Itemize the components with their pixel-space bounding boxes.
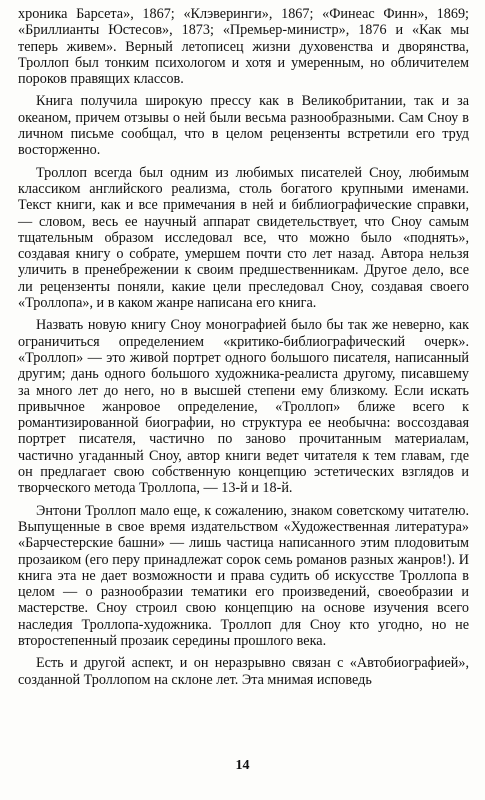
paragraph-soviet-reader: Энтони Троллоп мало еще, к сожалению, знаком советскому читателю. Выпущенные в свое время издательством «Художественная литература» «Барчестерские башни» — лишь частица написанного этим плодовитым прозаиком (его перу принадлежат сорок семь романов разных жанров!). И книга эта не дает возможности и права судить об искусстве Троллопа в целом — о разнообразии тематики его произведений, своеобразии и мастерстве. Сноу строил свою концепцию на основе изучения всего наследия Троллопа-художника. Троллоп для Сноу кто угодно, но не второстепенный прозаик середины прошлого века.	[18, 502, 469, 649]
body-text	[18, 6, 469, 688]
paragraph-autobiography: Есть и другой аспект, и он неразрывно связан с «Автобиографией», созданной Троллопом на склоне лет. Эта мнимая исповедь	[18, 655, 469, 688]
paragraph-trollope-favorite: Троллоп всегда был одним из любимых писателей Сноу, любимым классиком английского реализма, столь богатого крупными именами. Текст книги, как и все примечания в ней и библиографические справки, — словом, весь ее научный аппарат свидетельствует, что Сноу самым тщательным образом исследовал все, что можно было «поднять», создавая книгу о собрате, умершем почти сто лет назад. Автора нельзя уличить в пренебрежении к своим предшественникам. Другое дело, все ли рецензенты поняли, какие цели преследовал Сноу, создавая своего «Троллопа», и в каком жанре написана его книга.	[18, 164, 469, 312]
paragraph-genre: Назвать новую книгу Сноу монографией было бы так же неверно, как ограничиться определением «критико-библиографический очерк». «Троллоп» — это живой портрет одного большого писателя, написанный другим; дань одного большого художника-реалиста другому, писавшему за много лет до него, но в высшей степени ему близкому. Если искать привычное жанровое определение, «Троллоп» ближе всего к романтизированной биографии, но структура ее необычна: воссоздавая портрет писателя, частично по заново прочитанным материалам, частично угаданный Сноу, автор книги ведет читателя к тем главам, где он предлагает свою собственную концепцию эстетических взглядов и творческого метода Троллопа, — 13-й и 18-й.	[18, 317, 469, 497]
page-number: 14	[235, 758, 250, 773]
paragraph-reception: Книга получила широкую прессу как в Великобритании, так и за океаном, причем отзывы о ней были весьма разнообразными. Сам Сноу в личном письме сообщал, что в целом рецензенты встретили его труд восторженно.	[18, 93, 469, 159]
paragraph-continuation: хроника Барсета», 1867; «Клэверинги», 1867; «Финеас Финн», 1869; «Бриллианты Юстесов», 1873; «Премьер-министр», 1876 и «Как мы теперь живем». Верный летописец жизни духовенства и дворянства, Троллоп был тонким психологом и хотя и умеренным, но обличителем пороков правящих классов.	[18, 6, 469, 88]
